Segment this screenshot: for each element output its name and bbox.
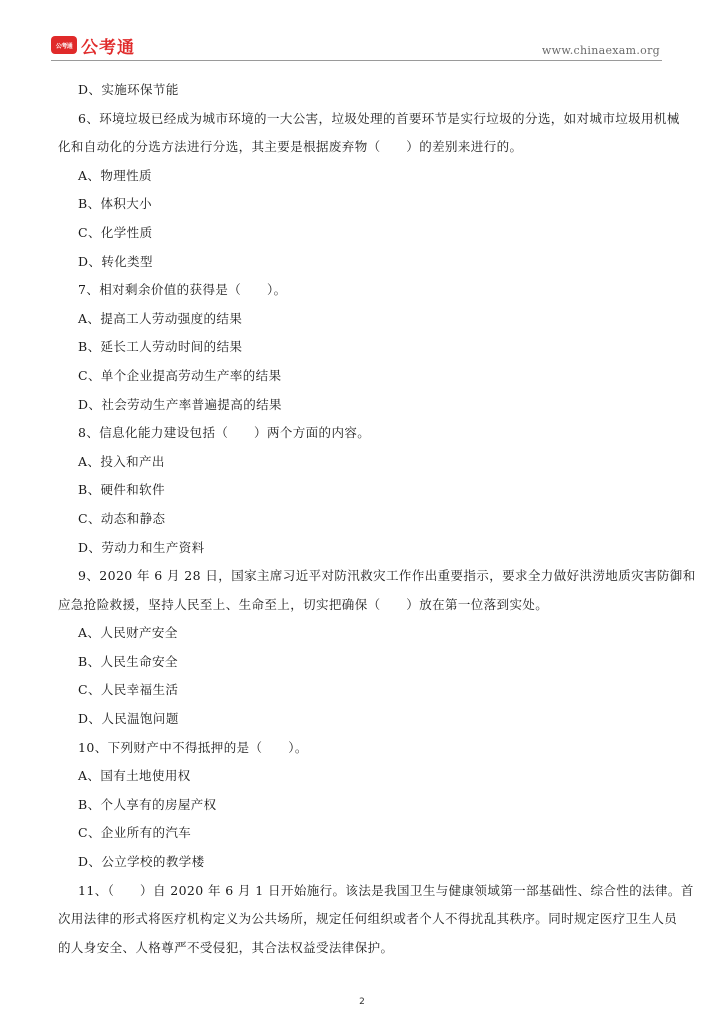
q6-stem-line1: 6、环境垃圾已经成为城市环境的一大公害，垃圾处理的首要环节是实行垃圾的分选，如对城市垃圾用机械 [78, 110, 680, 126]
q8-option-b: B、硬件和软件 [78, 482, 165, 498]
q6-option-a: A、物理性质 [78, 167, 152, 183]
q10-option-c: C、企业所有的汽车 [78, 825, 192, 841]
q6-option-d: D、转化类型 [78, 253, 153, 269]
q8-stem: 8、信息化能力建设包括（ ）两个方面的内容。 [78, 425, 371, 441]
q11-stem-line1: 11、（ ）自 2020 年 6 月 1 日开始施行。该法是我国卫生与健康领域第一部基础性、综合性的法律。首 [78, 882, 694, 898]
q6-option-c: C、化学性质 [78, 224, 153, 240]
q11-stem-line3: 的人身安全、人格尊严不受侵犯，其合法权益受法律保护。 [58, 939, 394, 955]
q9-option-b: B、人民生命安全 [78, 653, 178, 669]
q5-option-d: D、实施环保节能 [78, 82, 179, 97]
q9-stem [58, 562, 696, 619]
q6-option-b: B、体积大小 [78, 196, 153, 212]
q9-option-a: A、人民财产安全 [78, 625, 178, 641]
page-number: 2 [359, 997, 365, 1007]
q8-option-a: A、投入和产出 [78, 453, 165, 469]
question-content [58, 76, 696, 962]
logo-text: 公考通 [81, 37, 135, 58]
q9-option-c: C、人民幸福生活 [78, 682, 179, 698]
page-header [0, 0, 724, 64]
q11-stem-line2: 次用法律的形式将医疗机构定义为公共场所，规定任何组织或者个人不得扰乱其秩序。同时规定医疗卫生人员 [58, 911, 678, 927]
q10-option-a: A、国有土地使用权 [78, 768, 191, 784]
q11-stem [58, 877, 694, 963]
header-divider [51, 60, 662, 61]
site-url[interactable]: www.chinaexam.org [541, 44, 660, 57]
q10-stem: 10、下列财产中不得抵押的是（ ）。 [78, 739, 308, 755]
q7-option-c: C、单个企业提高劳动生产率的结果 [78, 367, 282, 383]
logo-badge-icon: 公考通 [51, 36, 77, 54]
q9-option-d: D、人民温饱问题 [78, 711, 179, 727]
q8-option-d: D、劳动力和生产资料 [78, 539, 205, 555]
q7-option-b: B、延长工人劳动时间的结果 [78, 339, 243, 355]
q8-option-c: C、动态和静态 [78, 510, 166, 526]
site-logo[interactable] [51, 34, 135, 56]
q7-option-d: D、社会劳动生产率普遍提高的结果 [78, 396, 282, 412]
q6-stem [58, 105, 680, 162]
q7-option-a: A、提高工人劳动强度的结果 [78, 310, 243, 326]
q7-stem: 7、相对剩余价值的获得是（ ）。 [78, 282, 287, 298]
q9-stem-line1: 9、2020 年 6 月 28 日，国家主席习近平对防汛救灾工作作出重要指示，要求全力做好洪涝地质灾害防御和 [78, 568, 696, 584]
q10-option-b: B、个人享有的房屋产权 [78, 796, 217, 812]
q6-stem-line2: 化和自动化的分选方法进行分选，其主要是根据废弃物（ ）的差别来进行的。 [58, 139, 523, 155]
q9-stem-line2: 应急抢险救援，坚持人民至上、生命至上，切实把确保（ ）放在第一位落到实处。 [58, 596, 549, 612]
q10-option-d: D、公立学校的教学楼 [78, 854, 205, 870]
